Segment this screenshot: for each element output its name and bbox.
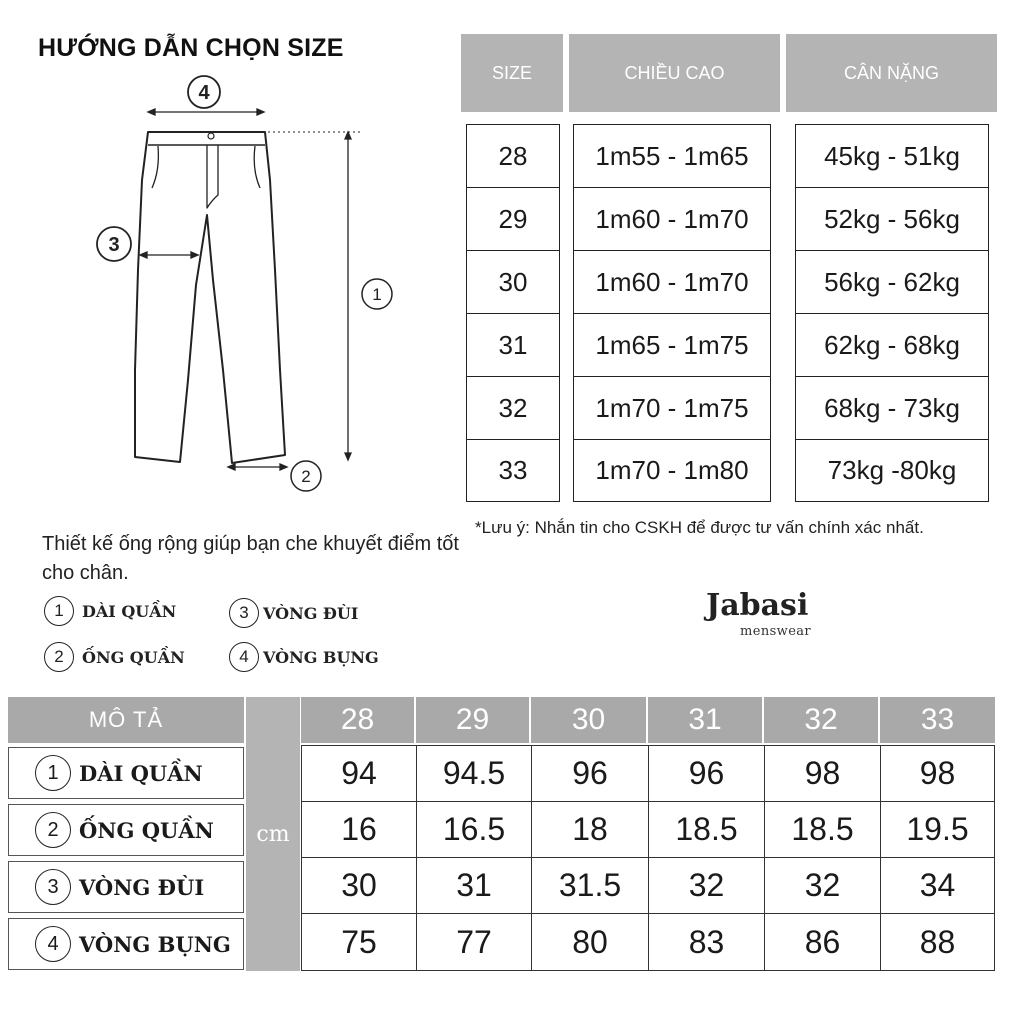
svg-text:4: 4 bbox=[198, 82, 210, 104]
height-cell: 1m55 - 1m65 bbox=[574, 125, 770, 188]
value-cell: 98 bbox=[880, 745, 995, 802]
header-size: SIZE bbox=[461, 34, 563, 112]
row-label-text: VÒNG ĐÙI bbox=[79, 874, 205, 900]
value-cell: 16.5 bbox=[416, 801, 532, 858]
value-cell: 94 bbox=[301, 745, 417, 802]
number-1-icon: 1 bbox=[44, 596, 74, 626]
height-cell: 1m65 - 1m75 bbox=[574, 314, 770, 377]
value-cell: 16 bbox=[301, 801, 417, 858]
number-3-icon: 3 bbox=[35, 869, 71, 905]
height-cell: 1m70 - 1m80 bbox=[595, 454, 749, 485]
legend-item bbox=[44, 596, 176, 626]
number-4-icon: 4 bbox=[229, 642, 259, 672]
value-cell: 98 bbox=[764, 745, 881, 802]
value-cell: 86 bbox=[764, 913, 881, 971]
value-cell: 19.5 bbox=[880, 801, 995, 858]
legend-label: DÀI QUẦN bbox=[82, 601, 177, 621]
header-description: MÔ TẢ bbox=[8, 697, 244, 743]
row-label-text: ỐNG QUẦN bbox=[79, 817, 214, 843]
row-label-text: VÒNG BỤNG bbox=[79, 931, 231, 957]
legend-item bbox=[229, 642, 379, 672]
height-cell: 1m70 - 1m75 bbox=[574, 377, 770, 440]
brand-tagline: menswear bbox=[740, 624, 812, 639]
pants-diagram bbox=[80, 70, 420, 500]
value-cell: 96 bbox=[648, 745, 765, 802]
number-1-icon: 1 bbox=[35, 755, 71, 791]
consult-note: *Lưu ý: Nhắn tin cho CSKH để được tư vấn chính xác nhất. bbox=[475, 518, 924, 537]
number-2-icon: 2 bbox=[44, 642, 74, 672]
marker-1-icon bbox=[362, 279, 392, 309]
number-3-icon: 3 bbox=[229, 598, 259, 628]
value-cell: 18.5 bbox=[648, 801, 765, 858]
value-cell: 34 bbox=[880, 857, 995, 914]
svg-text:3: 3 bbox=[108, 234, 120, 256]
weight-cell: 52kg - 56kg bbox=[796, 188, 988, 251]
number-4-icon: 4 bbox=[35, 926, 71, 962]
page-title: HƯỚNG DẪN CHỌN SIZE bbox=[38, 34, 344, 62]
value-cell: 88 bbox=[880, 913, 995, 971]
weight-column bbox=[795, 124, 989, 502]
weight-cell: 45kg - 51kg bbox=[796, 125, 988, 188]
value-cell: 18.5 bbox=[764, 801, 881, 858]
height-cell: 1m60 - 1m70 bbox=[574, 188, 770, 251]
legend-label: VÒNG BỤNG bbox=[263, 647, 379, 667]
svg-text:1: 1 bbox=[372, 285, 382, 304]
size-header: 33 bbox=[880, 697, 995, 743]
height-cell: 1m60 - 1m70 bbox=[574, 251, 770, 314]
header-height: CHIỀU CAO bbox=[569, 34, 780, 112]
size-cell: 29 bbox=[467, 188, 559, 251]
legend-label: VÒNG ĐÙI bbox=[263, 603, 359, 623]
value-cell: 31 bbox=[416, 857, 532, 914]
unit-label: cm bbox=[246, 697, 300, 971]
height-column bbox=[573, 124, 771, 502]
size-cell: 32 bbox=[467, 377, 559, 440]
brand-logo: Jabasi bbox=[706, 588, 809, 623]
marker-3-icon bbox=[97, 227, 131, 261]
row-label-opening bbox=[8, 804, 244, 856]
row-label-length bbox=[8, 747, 244, 799]
marker-4-icon bbox=[188, 76, 220, 108]
row-label-waist bbox=[8, 918, 244, 970]
value-cell: 96 bbox=[531, 745, 649, 802]
legend-item bbox=[44, 642, 185, 672]
row-label-thigh bbox=[8, 861, 244, 913]
size-header: 32 bbox=[764, 697, 878, 743]
size-cell: 28 bbox=[467, 125, 559, 188]
weight-cell: 68kg - 73kg bbox=[796, 377, 988, 440]
weight-cell: 62kg - 68kg bbox=[796, 314, 988, 377]
value-cell: 32 bbox=[648, 857, 765, 914]
size-header: 31 bbox=[648, 697, 762, 743]
weight-cell: 56kg - 62kg bbox=[796, 251, 988, 314]
value-cell: 30 bbox=[301, 857, 417, 914]
svg-text:2: 2 bbox=[301, 467, 311, 486]
legend-item bbox=[229, 598, 358, 628]
size-header: 30 bbox=[531, 697, 646, 743]
value-cell: 18 bbox=[531, 801, 649, 858]
value-cell: 32 bbox=[764, 857, 881, 914]
weight-cell: 73kg -80kg bbox=[827, 454, 957, 485]
pants-outline-icon bbox=[135, 132, 285, 463]
size-cell: 31 bbox=[467, 314, 559, 377]
legend-label: ỐNG QUẦN bbox=[82, 647, 185, 667]
value-cell: 31.5 bbox=[531, 857, 649, 914]
value-cell: 75 bbox=[301, 913, 417, 971]
size-column bbox=[466, 124, 560, 502]
size-cell: 33 bbox=[498, 454, 528, 485]
row-label-text: DÀI QUẦN bbox=[79, 760, 203, 786]
value-cell: 94.5 bbox=[416, 745, 532, 802]
marker-2-icon bbox=[291, 461, 321, 491]
value-cell: 80 bbox=[531, 913, 649, 971]
number-2-icon: 2 bbox=[35, 812, 71, 848]
value-cell: 77 bbox=[416, 913, 532, 971]
header-weight: CÂN NẶNG bbox=[786, 34, 997, 112]
value-cell: 83 bbox=[648, 913, 765, 971]
size-cell: 30 bbox=[467, 251, 559, 314]
size-header: 28 bbox=[301, 697, 414, 743]
size-header: 29 bbox=[416, 697, 529, 743]
design-description: Thiết kế ống rộng giúp bạn che khuyết điểm tốt cho chân. bbox=[42, 533, 459, 584]
